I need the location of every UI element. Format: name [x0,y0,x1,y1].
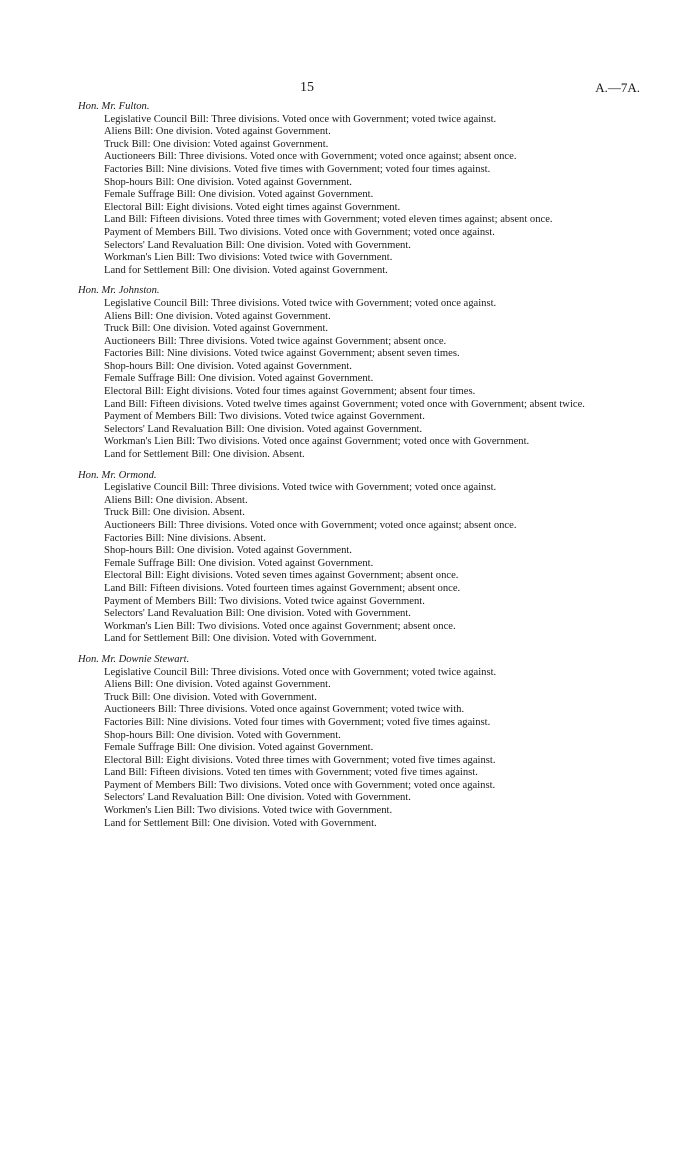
bill-vote-entry: Aliens Bill: One division. Voted against Government. [104,679,331,691]
member-section [78,654,608,830]
bill-vote-entry: Workman's Lien Bill: Two divisions: Voted twice with Government. [104,252,393,264]
bill-vote-entry: Truck Bill: One division. Voted with Government. [104,691,317,703]
bill-vote-entry: Factories Bill: Nine divisions. Voted twice against Government; absent seven times. [104,348,460,360]
bill-vote-entry: Auctioneers Bill: Three divisions. Voted twice against Government; absent once. [104,335,447,347]
bill-vote-entry: Auctioneers Bill: Three divisions. Voted once with Government; voted once against; absent once. [104,151,517,163]
bill-vote-entry: Shop-hours Bill: One division. Voted against Government. [104,545,352,557]
bill-vote-entry: Aliens Bill: One division. Voted against Government. [104,126,331,138]
bill-vote-entry: Truck Bill: One division. Voted against Government. [104,323,329,335]
bill-vote-entry: Auctioneers Bill: Three divisions. Voted once with Government; voted once against; absent once. [104,520,517,531]
bill-vote-entry: Shop-hours Bill: One division. Voted against Government. [104,360,352,372]
page-number: 15 [300,80,314,95]
bill-vote-entry: Workman's Lien Bill: Two divisions. Voted once against Government; voted once with Government. [104,436,530,448]
bill-vote-entry: Workmen's Lien Bill: Two divisions. Voted twice with Government. [104,805,393,817]
bill-vote-entry: Female Suffrage Bill: One division. Voted against Government. [104,742,374,754]
bill-vote-entry: Land for Settlement Bill: One division. Voted against Government. [104,264,388,276]
member-section [78,285,608,461]
bill-vote-entry: Legislative Council Bill: Three divisions. Voted once with Government; voted twice against. [104,113,497,125]
bill-vote-entry: Factories Bill: Nine divisions. Absent. [104,532,266,544]
member-name: Hon. Mr. Fulton. [78,101,150,112]
bill-vote-entry: Legislative Council Bill: Three divisions. Voted twice with Government; voted once against. [104,297,497,309]
bill-vote-entry: Land Bill: Fifteen divisions. Voted three times with Government; voted eleven times against; absent once. [104,214,553,226]
voting-record-body [78,101,608,838]
bill-vote-entry: Female Suffrage Bill: One division. Voted against Government. [104,189,374,201]
bill-vote-entry: Aliens Bill: One division. Voted against Government. [104,310,331,322]
bill-vote-entry: Land Bill: Fifteen divisions. Voted twelve times against Government; voted once with Government; absent twice. [104,398,585,410]
bill-vote-entry: Payment of Members Bill: Two divisions. Voted twice against Government. [104,595,425,607]
bill-vote-entry: Electoral Bill: Eight divisions. Voted eight times against Government. [104,201,401,213]
bill-vote-entry: Electoral Bill: Eight divisions. Voted four times against Government; absent four times. [104,386,476,398]
bill-vote-entry: Land for Settlement Bill: One division. Voted with Government. [104,817,377,829]
bill-vote-entry: Payment of Members Bill: Two divisions. Voted twice against Government. [104,411,425,423]
bill-vote-entry: Truck Bill: One division: Voted against Government. [104,138,329,150]
bill-vote-entry: Auctioneers Bill: Three divisions. Voted once against Government; voted twice with. [104,704,465,716]
bill-vote-entry: Electoral Bill: Eight divisions. Voted seven times against Government; absent once. [104,570,459,582]
bill-vote-entry: Selectors' Land Revaluation Bill: One division. Voted against Government. [104,423,423,435]
bill-vote-entry: Female Suffrage Bill: One division. Voted against Government. [104,373,374,385]
member-name: Hon. Mr. Ormond. [78,469,157,481]
member-name: Hon. Mr. Johnston. [78,285,160,297]
page-header [0,80,700,96]
bill-vote-entry: Land Bill: Fifteen divisions. Voted fourteen times against Government; absent once. [104,582,461,594]
bill-vote-entry: Payment of Members Bill: Two divisions. Voted once with Government; voted once against. [104,779,496,791]
bill-vote-entry: Shop-hours Bill: One division. Voted against Government. [104,176,352,188]
bill-vote-entry: Land for Settlement Bill: One division. Absent. [104,449,305,461]
bill-vote-entry: Land Bill: Fifteen divisions. Voted ten times with Government; voted five times against. [104,767,478,779]
bill-vote-entry: Legislative Council Bill: Three divisions. Voted once with Government; voted twice against. [104,666,497,678]
bill-vote-entry: Selectors' Land Revaluation Bill: One division. Voted with Government. [104,792,411,804]
bill-vote-entry: Workman's Lien Bill: Two divisions. Voted once against Government; absent once. [104,620,456,632]
bill-vote-entry: Aliens Bill: One division. Absent. [104,494,248,506]
bill-vote-entry: Selectors' Land Revaluation Bill: One division. Voted with Government. [104,608,411,620]
member-section [78,470,608,646]
bill-vote-entry: Factories Bill: Nine divisions. Voted four times with Government; voted five times against. [104,716,491,728]
member-name: Hon. Mr. Downie Stewart. [78,653,190,665]
bill-vote-entry: Factories Bill: Nine divisions. Voted five times with Government; voted four times against. [104,163,491,175]
bill-vote-entry: Female Suffrage Bill: One division. Voted against Government. [104,557,374,569]
bill-vote-entry: Selectors' Land Revaluation Bill: One division. Voted with Government. [104,239,411,251]
document-reference: A.—7A. [595,80,640,95]
member-section [78,101,608,277]
bill-vote-entry: Shop-hours Bill: One division. Voted with Government. [104,729,341,741]
bill-vote-entry: Legislative Council Bill: Three divisions. Voted twice with Government; voted once against. [104,482,497,494]
bill-vote-entry: Payment of Members Bill. Two divisions. Voted once with Government; voted once against. [104,226,495,238]
bill-vote-entry: Truck Bill: One division. Absent. [104,507,245,519]
bill-vote-entry: Electoral Bill: Eight divisions. Voted three times with Government; voted five times against. [104,754,496,766]
bill-vote-entry: Land for Settlement Bill: One division. Voted with Government. [104,633,377,645]
